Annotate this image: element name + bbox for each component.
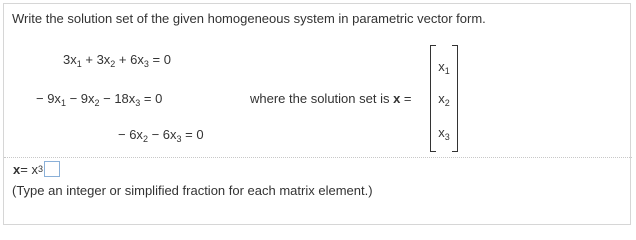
answer-equals: = x [20, 161, 38, 177]
term: − 18x [99, 91, 136, 106]
subscript: 2 [444, 98, 450, 108]
term: − 6x [147, 127, 177, 142]
where-equals: = [400, 91, 412, 106]
where-variable: x [393, 91, 401, 106]
answer-variable: x [13, 161, 21, 177]
equation-rhs: = 0 [148, 52, 171, 67]
subscript: 2 [110, 59, 116, 69]
vector-entry-2 [430, 91, 458, 106]
subscript: 3 [176, 134, 182, 144]
where-text: where the solution set is [250, 91, 394, 106]
entry-var: x [438, 91, 445, 106]
subscript: 1 [76, 59, 82, 69]
equation-2 [36, 91, 162, 106]
subscript: 2 [142, 134, 148, 144]
term: 3x [63, 52, 77, 67]
answer-row: x = x 3 [13, 161, 60, 177]
hint-text: (Type an integer or simplified fraction for each matrix element.) [12, 183, 373, 198]
subscript: 3 [444, 132, 450, 142]
subscript: 2 [94, 98, 100, 108]
subscript: 3 [135, 98, 141, 108]
equation-3 [118, 127, 204, 142]
entry-var: x [438, 125, 445, 140]
equation-rhs: = 0 [181, 127, 204, 142]
equation-1 [63, 52, 171, 67]
where-clause [250, 91, 412, 106]
subscript: 1 [60, 98, 66, 108]
equation-rhs: = 0 [140, 91, 163, 106]
entry-var: x [438, 59, 445, 74]
vector-entry-3 [430, 125, 458, 140]
section-divider [4, 157, 632, 158]
term: − 9x [65, 91, 95, 106]
subscript: 1 [444, 66, 450, 76]
question-text: Write the solution set of the given homogeneous system in parametric vector form. [12, 11, 486, 26]
solution-vector [430, 45, 458, 152]
term: − 6x [118, 127, 143, 142]
term: + 6x [115, 52, 144, 67]
term: + 3x [81, 52, 111, 67]
subscript: 3 [143, 59, 149, 69]
answer-input-box[interactable] [44, 161, 60, 177]
vector-entry-1 [430, 59, 458, 74]
term: − 9x [36, 91, 61, 106]
